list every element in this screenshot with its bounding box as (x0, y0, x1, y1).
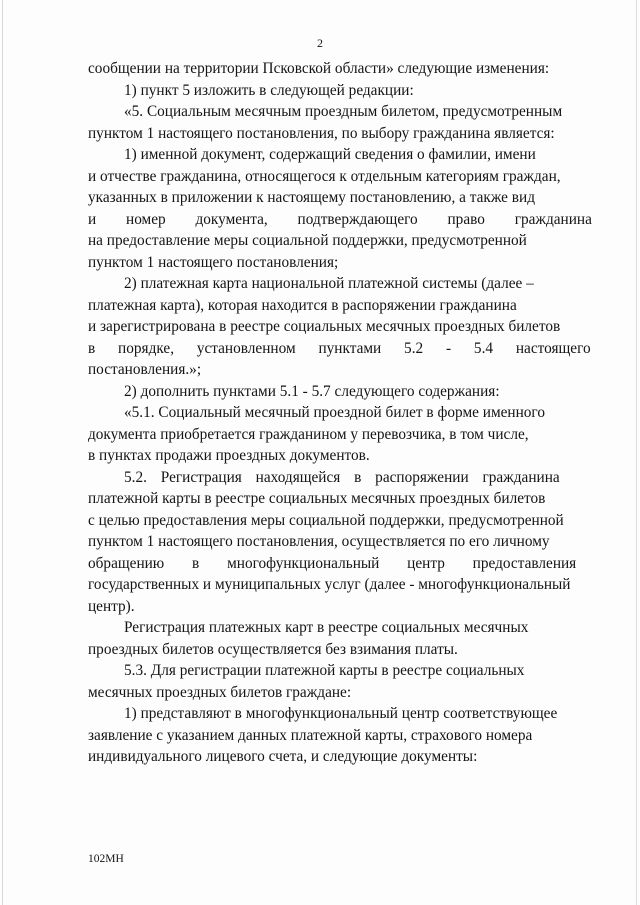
page-edge-left (2, 0, 3, 905)
page-number: 2 (317, 36, 323, 50)
text-line: с целью предоставления меры социальной поддержки, предусмотренной (88, 511, 564, 529)
text-line: 2) платежная карта национальной платежной системы (далее – (124, 275, 534, 292)
text-line: «5.1. Социальный месячный проездной билет в форме именного (124, 404, 545, 421)
text-line: 2) дополнить пунктами 5.1 - 5.7 следующего содержания: (124, 382, 500, 400)
text-line: пунктом 1 настоящего постановления; (88, 253, 339, 271)
text-line: в порядке, установленном пунктами 5.2 - 5.4 настоящего (88, 339, 591, 357)
text-line: постановления.»; (88, 361, 202, 378)
text-line: «5. Социальным месячным проездным билетом, предусмотренным (124, 103, 563, 120)
text-line: заявление с указанием данных платежной карты, страхового номера (88, 726, 533, 744)
text-line: проездных билетов осуществляется без взимания платы. (88, 640, 458, 658)
text-line: в пунктах продажи проездных документов. (88, 447, 370, 464)
text-line: 5.3. Для регистрации платежной карты в реестре социальных (124, 662, 525, 679)
text-line: индивидуального лицевого счета, и следующие документы: (88, 748, 478, 765)
text-line: платежная карта), которая находится в распоряжении гражданина (88, 296, 517, 314)
text-line: Регистрация платежных карт в реестре социальных месячных (124, 619, 529, 636)
text-line: на предоставление меры социальной поддержки, предусмотренной (88, 232, 527, 249)
page-edge-right (636, 0, 637, 905)
text-line: центр). (88, 597, 135, 615)
text-line: 5.2. Регистрация находящейся в распоряжении гражданина (124, 468, 560, 486)
document-footer-code: 102МН (88, 853, 124, 865)
text-line: и номер документа, подтверждающего право гражданина (88, 210, 592, 228)
text-line: обращению в многофункциональный центр предоставления (88, 554, 577, 572)
text-line: государственных и муниципальных услуг (далее - многофункциональный (88, 576, 571, 593)
text-line: пунктом 1 настоящего постановления, осуществляется по его личному (88, 533, 550, 550)
text-line: платежной карты в реестре социальных месячных проездных билетов (88, 490, 546, 507)
text-line: 1) представляют в многофункциональный центр соответствующее (124, 705, 558, 722)
text-line: документа приобретается гражданином у перевозчика, в том числе, (88, 425, 529, 443)
text-line: и зарегистрирована в реестре социальных месячных проездных билетов (88, 318, 561, 335)
text-line: пунктом 1 настоящего постановления, по выбору гражданина является: (88, 124, 555, 142)
text-line: и отчестве гражданина, относящегося к отдельным категориям граждан, (88, 167, 561, 185)
document-body (88, 58, 600, 768)
text-line: указанных в приложении к настоящему постановлению, а также вид (88, 189, 535, 206)
text-line: сообщении на территории Псковской области» следующие изменения: (88, 60, 550, 77)
text-line: 1) пункт 5 изложить в следующей редакции: (124, 81, 414, 99)
text-line: месячных проездных билетов граждане: (88, 683, 352, 701)
text-line: 1) именной документ, содержащий сведения о фамилии, имени (124, 146, 536, 163)
